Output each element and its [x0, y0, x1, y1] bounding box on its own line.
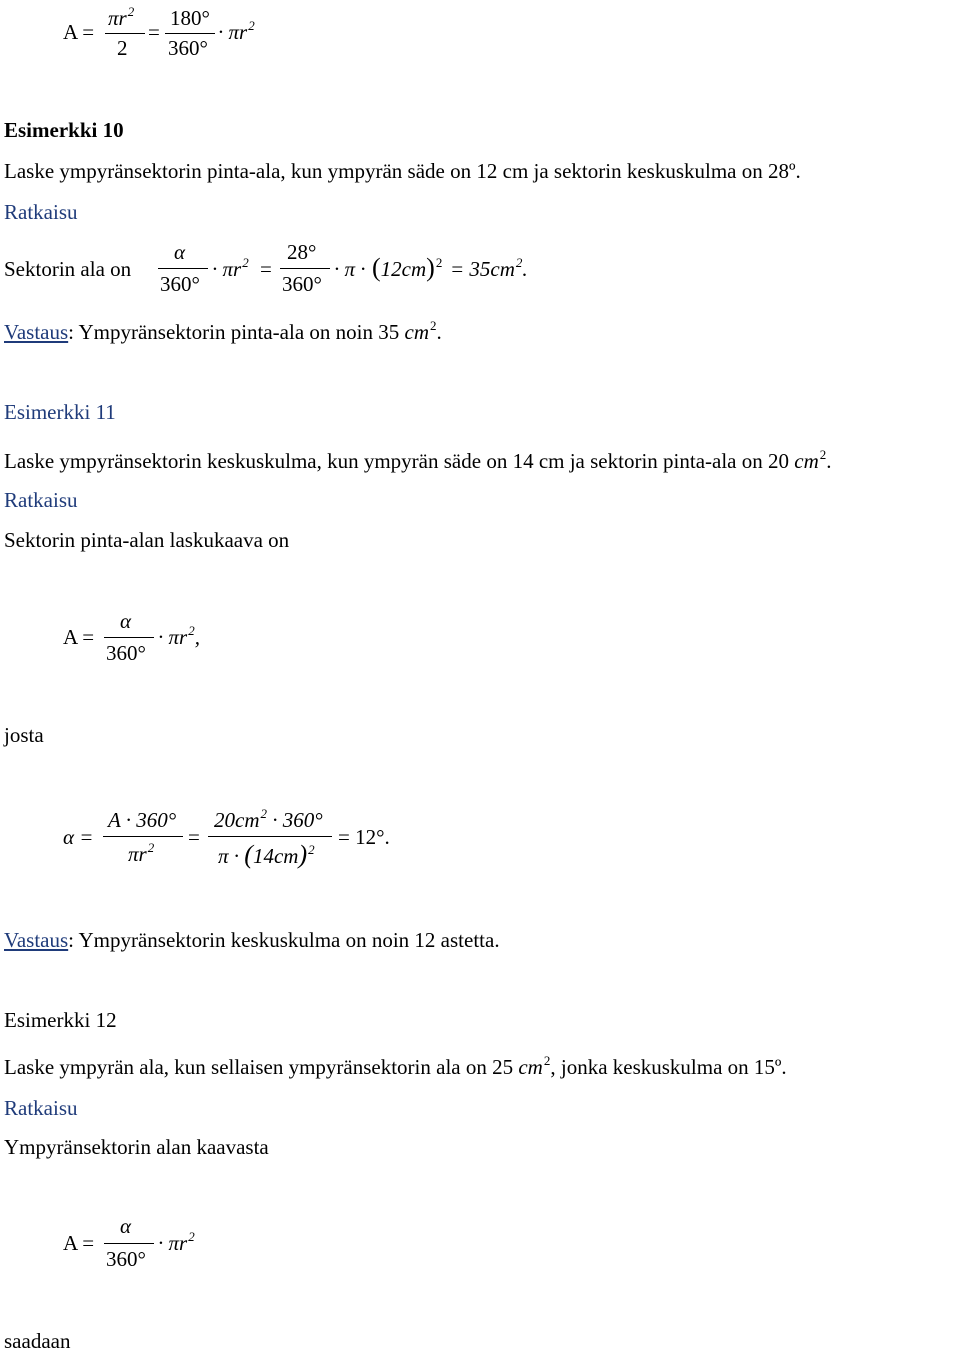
fraction-bar — [104, 1243, 154, 1244]
solution-lead: Sektorin pinta-alan laskukaava on — [4, 528, 290, 552]
vastaus-label: Vastaus — [4, 320, 69, 344]
formula-den: $\pi \cdot (14cm)^2$ — [218, 840, 315, 869]
formula-den: 360° — [106, 1247, 146, 1271]
fraction-bar — [158, 268, 208, 269]
formula-num1: $\pi r^2$ — [108, 4, 135, 30]
ratkaisu-label: Ratkaisu — [4, 488, 78, 512]
formula-lhs: A = — [63, 20, 95, 44]
formula-eq: = — [148, 20, 160, 44]
fraction-bar — [165, 33, 215, 34]
problem-text: Laske ympyrän ala, kun sellaisen ympyränsektorin ala on 25 $cm^2$, jonka keskuskulma on 15º. — [4, 1053, 787, 1079]
formula-num: $20cm^2 \cdot 360^\circ$ — [214, 806, 323, 832]
saadaan-text: saadaan — [4, 1329, 71, 1353]
formula-den2: 360° — [168, 36, 208, 60]
fraction-bar — [105, 33, 145, 34]
ratkaisu-label: Ratkaisu — [4, 1096, 78, 1120]
formula-den1: 2 — [117, 36, 128, 60]
formula-lhs: A = — [63, 625, 95, 649]
formula-den: 360° — [160, 272, 200, 296]
formula-result: = 12°. — [338, 825, 390, 849]
formula-alpha: α — [120, 1214, 132, 1238]
formula-result: = $35cm^2$. — [450, 255, 528, 281]
formula-alpha: α — [120, 609, 132, 633]
problem-text: Laske ympyränsektorin pinta-ala, kun ympyrän säde on 12 cm ja sektorin keskuskulma on 28º. — [4, 159, 801, 183]
formula-eq: = — [188, 825, 200, 849]
formula-den: $\pi r^2$ — [128, 840, 155, 866]
solution-lead: Sektorin ala on — [4, 257, 132, 281]
example-title: Esimerkki 11 — [4, 400, 116, 424]
formula-pi: · π · — [334, 257, 366, 281]
vastaus-label: Vastaus — [4, 928, 69, 952]
problem-text: Laske ympyränsektorin keskuskulma, kun ympyrän säde on 14 cm ja sektorin pinta-ala on 20 $cm^2$. — [4, 447, 832, 473]
fraction-bar — [104, 637, 154, 638]
josta-text: josta — [4, 723, 44, 747]
formula-rest: · $\pi r^2$ — [218, 18, 255, 44]
formula-lhs: A = — [63, 1231, 95, 1255]
fraction-bar — [280, 268, 330, 269]
formula-num: 28° — [287, 240, 317, 264]
formula-eq: = — [260, 257, 272, 281]
example-title: Esimerkki 12 — [4, 1008, 117, 1032]
formula-num2: 180° — [170, 6, 210, 30]
fraction-bar — [103, 836, 183, 837]
formula-den: 360° — [282, 272, 322, 296]
formula-lhs: α = — [63, 825, 94, 849]
solution-lead: Ympyränsektorin alan kaavasta — [4, 1135, 269, 1159]
vastaus-line: Vastaus: Ympyränsektorin pinta-ala on noin 35 $cm^2$. — [4, 318, 442, 344]
formula-pir2: · $\pi r^2$ — [158, 1229, 195, 1255]
formula-alpha: α — [174, 240, 186, 264]
formula-pir2: · $\pi r^2$, — [158, 623, 200, 649]
formula-num: A · 360° — [108, 808, 177, 832]
formula-pir2: · $\pi r^2$ — [212, 255, 249, 281]
example-title: Esimerkki 10 — [4, 118, 124, 142]
formula-paren-group: $(12cm)^2$ — [372, 253, 443, 282]
vastaus-line: Vastaus: Ympyränsektorin keskuskulma on noin 12 astetta. — [4, 928, 500, 952]
fraction-bar — [208, 836, 332, 837]
formula-den: 360° — [106, 641, 146, 665]
ratkaisu-label: Ratkaisu — [4, 200, 78, 224]
